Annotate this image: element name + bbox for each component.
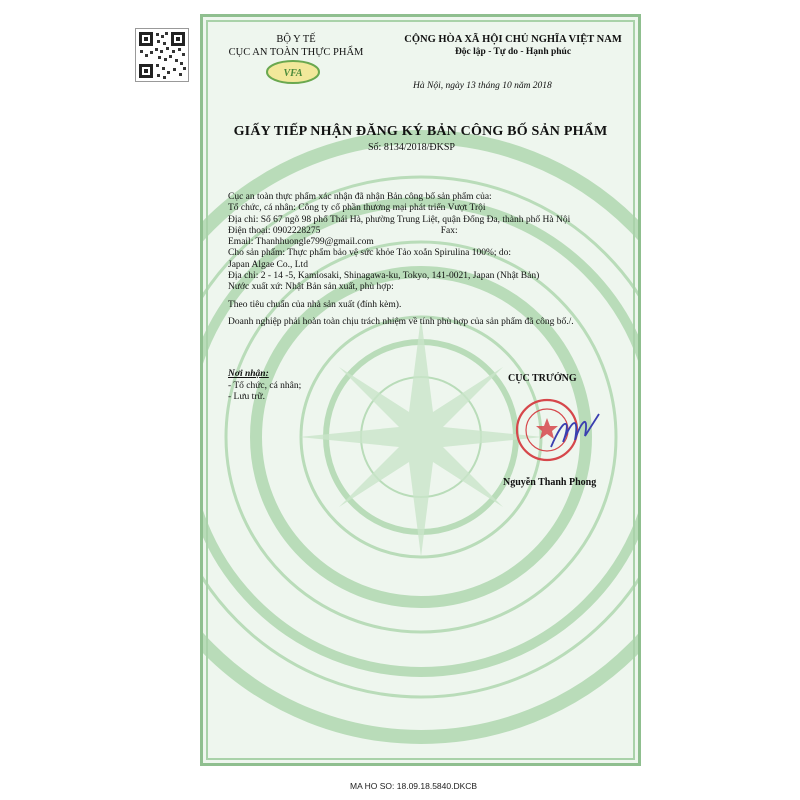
producer-address-line: Địa chỉ: 2 - 14 -5, Kamiosaki, Shinagawa-ku, Tokyo, 141-0021, Japan (Nhật Bản) xyxy=(228,271,540,282)
intro-line: Cục an toàn thực phẩm xác nhận đã nhận Bản công bố sản phẩm của: xyxy=(228,192,492,202)
national-header xyxy=(388,33,638,59)
vfa-logo xyxy=(263,59,323,85)
department-name: CỤC AN TOÀN THỰC PHẨM xyxy=(228,47,364,58)
national-motto: Độc lập - Tự do - Hạnh phúc xyxy=(454,47,572,57)
product-line: Cho sản phẩm: Thực phẩm bảo vệ sức khỏe Tảo xoắn Spirulina 100%; do: xyxy=(228,248,512,259)
dossier-code: MA HO SO: 18.09.18.5840.DKCB xyxy=(350,781,478,791)
phone-row xyxy=(228,226,574,237)
email-line: Email: Thanhhuongle799@gmail.com xyxy=(228,237,374,248)
standard-line: Theo tiêu chuẩn của nhà sản xuất (đính kèm). xyxy=(228,299,402,310)
address-line: Địa chỉ: Số 67 ngõ 98 phố Thái Hà, phường Trung Liệt, quận Đống Đa, thành phố Hà Nội xyxy=(228,214,571,225)
seal-star-icon xyxy=(536,418,558,439)
recipient-item: - Tổ chức, cá nhân; xyxy=(228,380,302,391)
issue-date: Hà Nội, ngày 13 tháng 10 năm 2018 xyxy=(413,81,552,91)
certificate-body xyxy=(228,192,574,328)
origin-line: Nước xuất xứ: Nhật Bản sản xuất, phù hợp: xyxy=(228,282,394,293)
fax-line: Fax: xyxy=(440,225,458,236)
signer-name: Nguyễn Thanh Phong xyxy=(503,477,597,488)
producer-line: Japan Algae Co., Ltd xyxy=(228,259,308,270)
vfa-logo-text: VFA xyxy=(283,68,303,79)
issuer-block xyxy=(221,33,371,59)
ministry-name: BỘ Y TẾ xyxy=(276,34,316,45)
document-title: GIẤY TIẾP NHẬN ĐĂNG KÝ BẢN CÔNG BỐ SẢN PHẨM xyxy=(233,124,608,139)
responsibility-line: Doanh nghiệp phải hoàn toàn chịu trách nhiệm về tính phù hợp của sản phẩm đã công bố./. xyxy=(228,316,574,327)
recipient-item: - Lưu trữ. xyxy=(228,392,265,402)
qr-code-graphic xyxy=(136,29,188,81)
signer-title: CỤC TRƯỞNG xyxy=(508,373,577,384)
document-number: Số: 8134/2018/ĐKSP xyxy=(368,142,455,153)
recipients-title: Nơi nhận: xyxy=(228,369,269,379)
qr-code xyxy=(135,28,189,82)
country-name: CỘNG HÒA XÃ HỘI CHỦ NGHĨA VIỆT NAM xyxy=(404,34,622,45)
recipients-block xyxy=(228,369,301,404)
organization-line: Tổ chức, cá nhân: Công ty cổ phần thương mại phát triển Vượt Trội xyxy=(228,203,486,214)
official-seal-stamp xyxy=(511,392,603,467)
phone-line: Điện thoại: 0902228275 xyxy=(228,225,321,236)
certificate-document xyxy=(200,14,641,766)
